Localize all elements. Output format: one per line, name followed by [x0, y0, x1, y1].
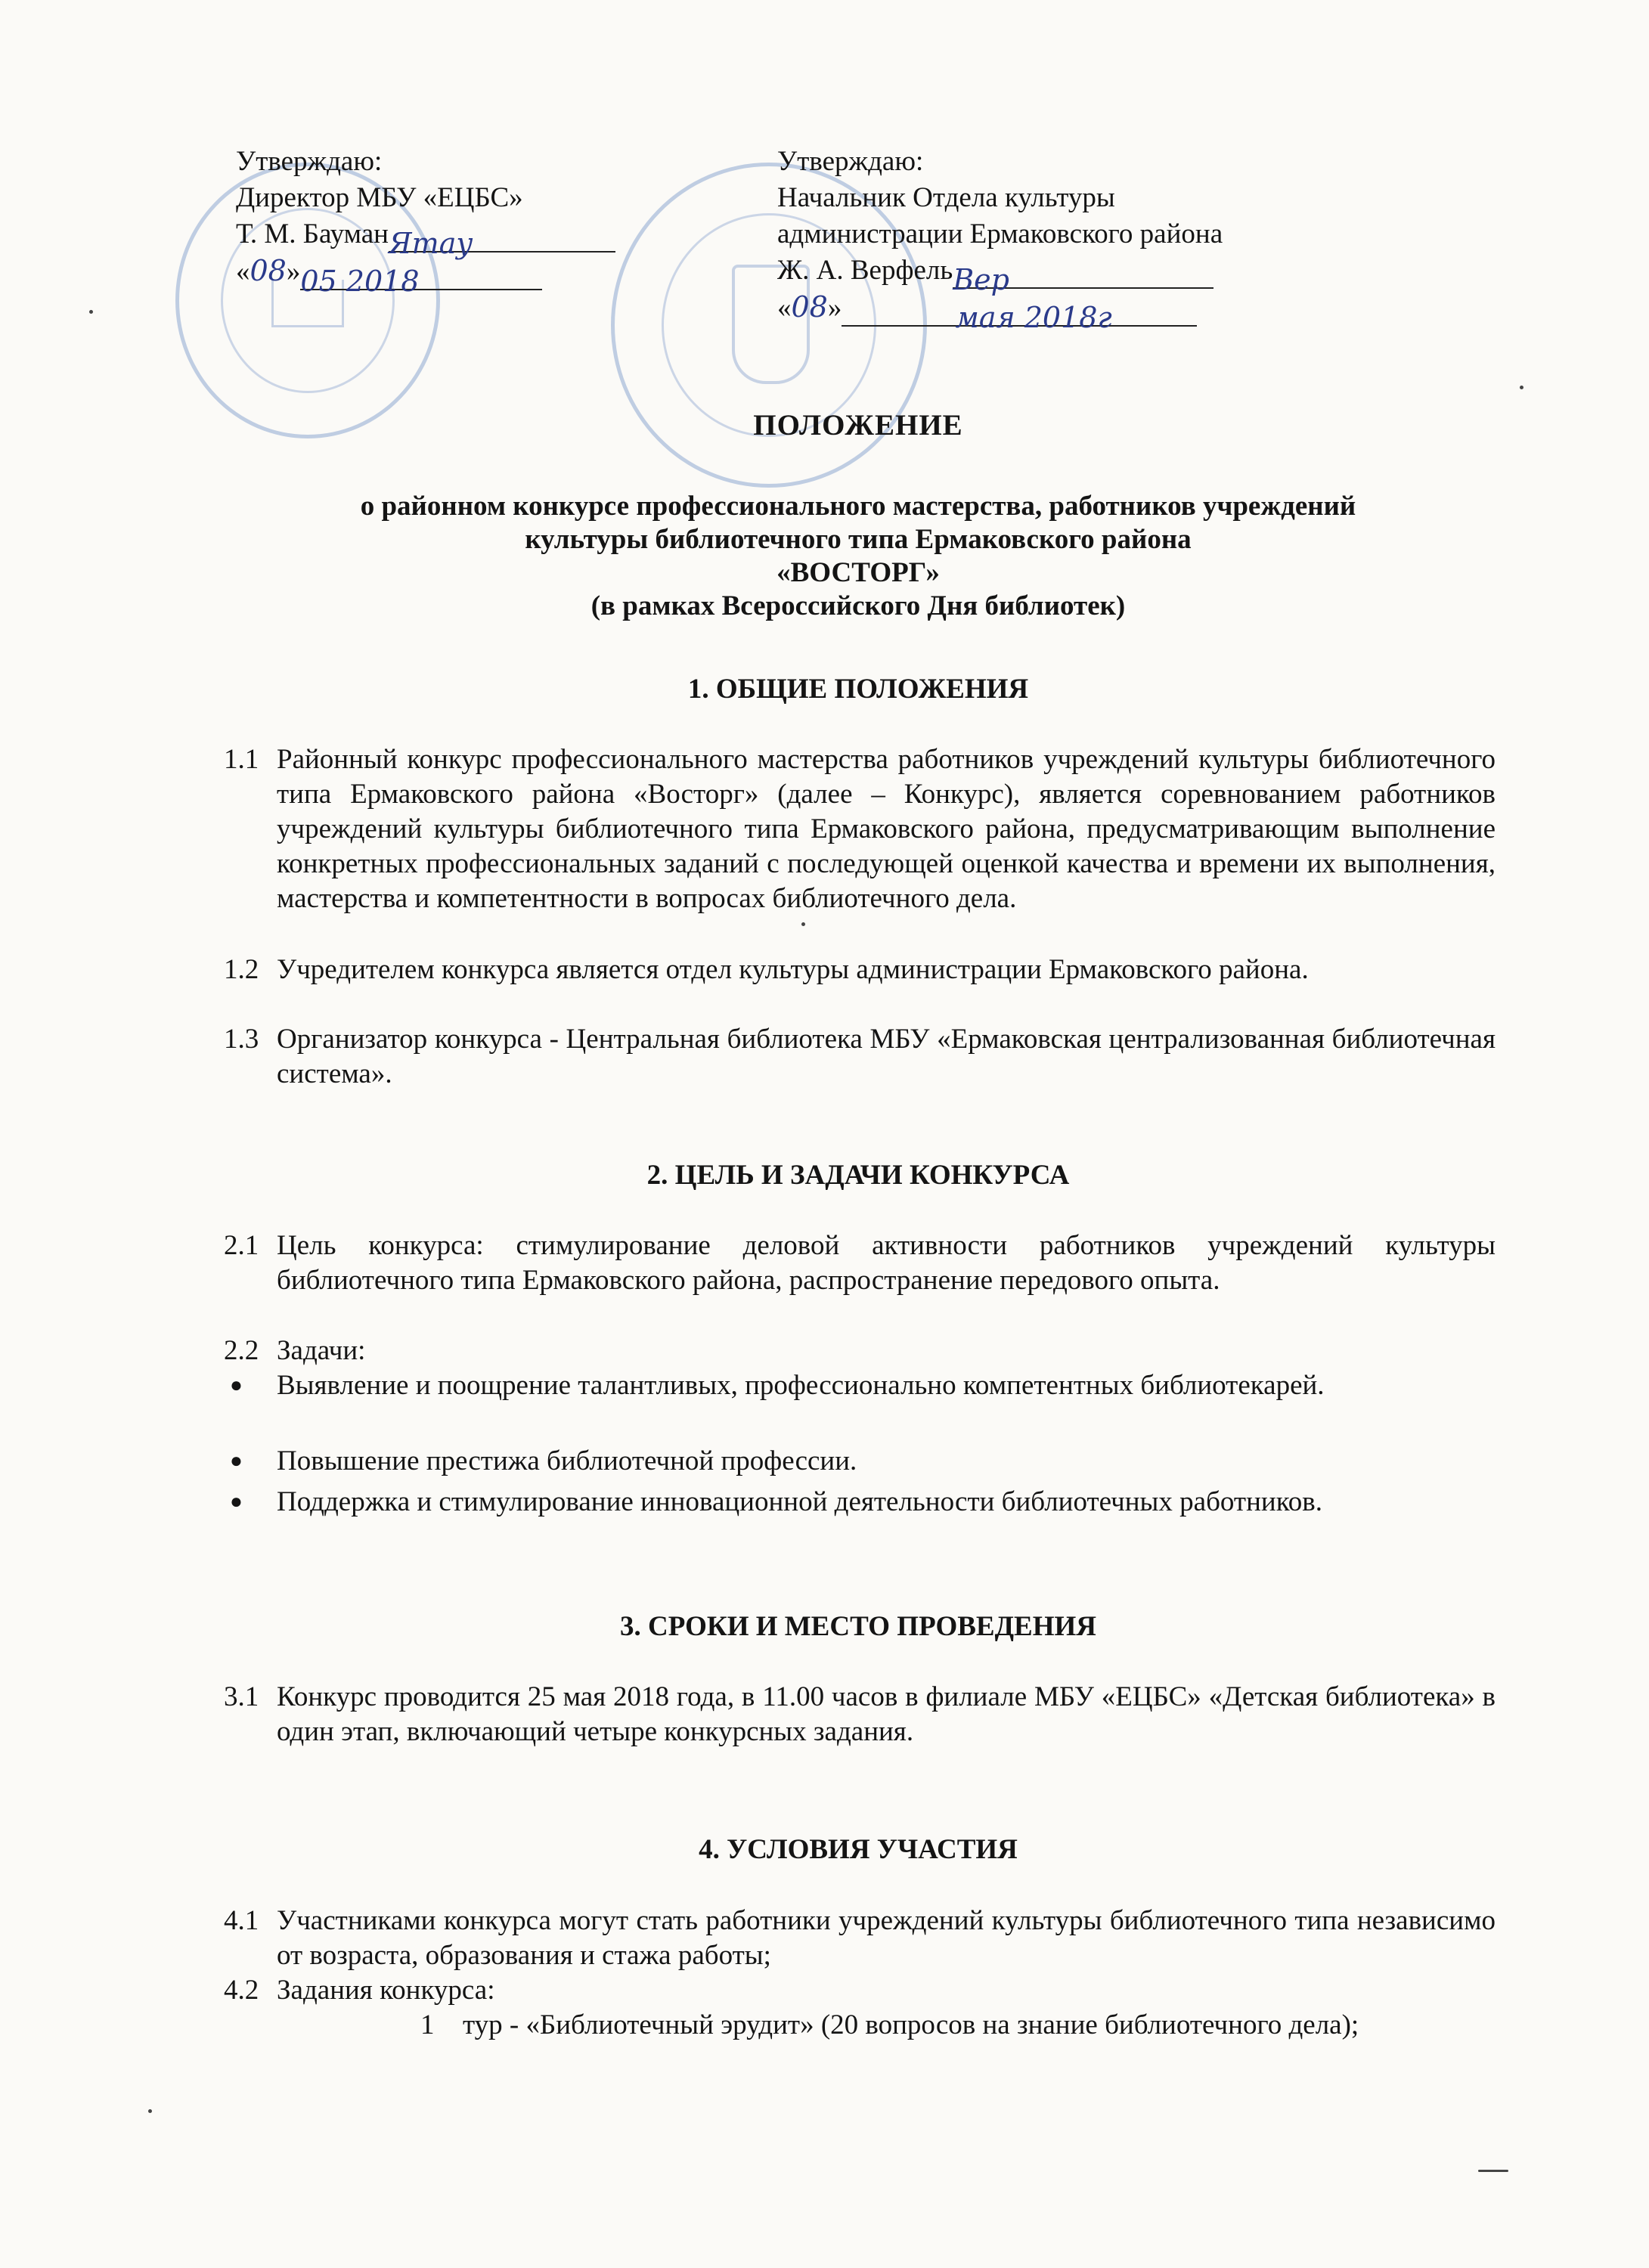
clause-1-1 — [224, 742, 1496, 916]
bullet-text: Поддержка и стимулирование инновационной деятельности библиотечных работников. — [277, 1486, 1323, 1517]
bullet-icon: ● — [230, 1490, 243, 1514]
signature-line — [953, 262, 1214, 296]
subtitle-line-3: «ВОСТОРГ» — [776, 557, 940, 588]
clause-text: Участниками конкурса могут стать работники учреждений культуры библиотечного типа независимо от возраста, образования и стажа работы; — [277, 1905, 1496, 1971]
section-1-heading: 1. ОБЩИЕ ПОЛОЖЕНИЯ — [687, 674, 1029, 705]
tour-text: тур - «Библиотечный эрудит» (20 вопросов на знание библиотечного дела); — [463, 2009, 1359, 2040]
clause-4-1 — [224, 1904, 1496, 1973]
approval-right-organization: администрации Ермаковского района — [777, 218, 1223, 249]
scan-speck — [89, 310, 93, 314]
approval-right-signer — [777, 253, 1352, 296]
bullet-icon: ● — [230, 1449, 243, 1473]
signature-line — [388, 225, 615, 260]
clause-text: Цель конкурса: стимулирование деловой активности работников учреждений культуры библиотечного типа Ермаковского района, распространение передового опыта. — [277, 1230, 1496, 1296]
signer-name: Т. М. Бауман — [236, 218, 389, 249]
approval-left-date — [236, 253, 659, 298]
handwritten-date: мая 2018г — [955, 301, 1112, 334]
approval-right-date — [777, 289, 1352, 334]
bullet-icon: ● — [230, 1374, 243, 1397]
clause-2-1 — [224, 1228, 1496, 1298]
clause-2-2 — [224, 1334, 1496, 1368]
document-title: ПОЛОЖЕНИЕ — [753, 409, 963, 442]
tour-number: 1 — [420, 2009, 435, 2040]
clause-text: Задания конкурса: — [277, 1975, 495, 2006]
approval-right-label: Утверждаю: — [777, 146, 924, 177]
scan-speck — [148, 2109, 152, 2113]
scan-speck — [801, 922, 805, 926]
scan-speck — [1520, 386, 1523, 389]
bullet-text: Повышение престижа библиотечной профессии. — [277, 1445, 857, 1476]
date-line — [300, 263, 542, 298]
scan-speck — [1478, 2170, 1508, 2172]
handwritten-signature: Ятау — [388, 227, 473, 260]
approval-left-position: Директор МБУ «ЕЦБС» — [236, 182, 523, 213]
clause-3-1 — [224, 1680, 1496, 1749]
date-quote-open: « — [777, 293, 792, 324]
document-subtitle — [227, 490, 1489, 623]
clause-number: 4.1 — [224, 1905, 259, 1936]
subtitle-line-4: (в рамках Всероссийского Дня библиотек) — [590, 590, 1126, 621]
date-line — [842, 299, 1197, 334]
date-quote-close: » — [827, 293, 842, 324]
approval-left-signer — [236, 216, 659, 260]
bullet-text: Выявление и поощрение талантливых, профессионально компетентных библиотекарей. — [277, 1370, 1325, 1401]
section-4-heading: 4. УСЛОВИЯ УЧАСТИЯ — [699, 1834, 1018, 1865]
approval-left — [236, 144, 659, 298]
clause-1-2 — [224, 953, 1496, 987]
clause-number: 2.2 — [224, 1335, 259, 1366]
clause-text: Учредителем конкурса является отдел культуры администрации Ермаковского района. — [277, 954, 1309, 985]
clause-number: 1.3 — [224, 1024, 259, 1055]
section-2-heading: 2. ЦЕЛЬ И ЗАДАЧИ КОНКУРСА — [646, 1160, 1070, 1191]
task-bullet-3 — [230, 1485, 1496, 1520]
task-bullet-2 — [230, 1444, 1496, 1479]
date-quote-close: » — [286, 256, 301, 287]
subtitle-line-1: о районном конкурсе профессионального мастерства, работников учреждений — [360, 491, 1356, 522]
clause-number: 1.2 — [224, 954, 259, 985]
handwritten-day: 08 — [791, 290, 828, 324]
clause-number: 1.1 — [224, 744, 259, 775]
task-bullet-1 — [230, 1368, 1496, 1403]
signer-name: Ж. А. Верфель — [777, 255, 953, 286]
subtitle-line-2: культуры библиотечного типа Ермаковского района — [525, 524, 1192, 555]
section-3-heading: 3. СРОКИ И МЕСТО ПРОВЕДЕНИЯ — [619, 1611, 1097, 1642]
clause-1-3 — [224, 1022, 1496, 1092]
clause-number: 4.2 — [224, 1975, 259, 2006]
approval-right — [777, 144, 1352, 334]
handwritten-date: 05 2018 — [300, 265, 420, 298]
clause-text: Конкурс проводится 25 мая 2018 года, в 11.00 часов в филиале МБУ «ЕЦБС» «Детская библиотека» в один этап, включающий четыре конкурсных задания. — [277, 1681, 1496, 1747]
clause-4-2 — [224, 1973, 1496, 2008]
clause-text: Задачи: — [277, 1335, 366, 1366]
clause-text: Организатор конкурса - Центральная библиотека МБУ «Ермаковская централизованная библиотечная система». — [277, 1024, 1496, 1089]
clause-number: 3.1 — [224, 1681, 259, 1712]
approval-right-position: Начальник Отдела культуры — [777, 182, 1115, 213]
tour-1 — [420, 2008, 1359, 2043]
approval-left-label: Утверждаю: — [236, 146, 383, 177]
clause-text: Районный конкурс профессионального мастерства работников учреждений культуры библиотечного типа Ермаковского района «Восторг» (далее – Конкурс), является соревнованием работников учреждений культуры библиотечного типа Ермаковского района, предусматривающим выполнение конкретных профессиональных заданий с последующей оценкой качества и времени их выполнения, мастерства и компетентности в вопросах библиотечного дела. — [277, 744, 1496, 914]
handwritten-signature: Вер — [953, 263, 1009, 296]
handwritten-day: 08 — [250, 254, 287, 287]
date-quote-open: « — [236, 256, 250, 287]
clause-number: 2.1 — [224, 1230, 259, 1261]
